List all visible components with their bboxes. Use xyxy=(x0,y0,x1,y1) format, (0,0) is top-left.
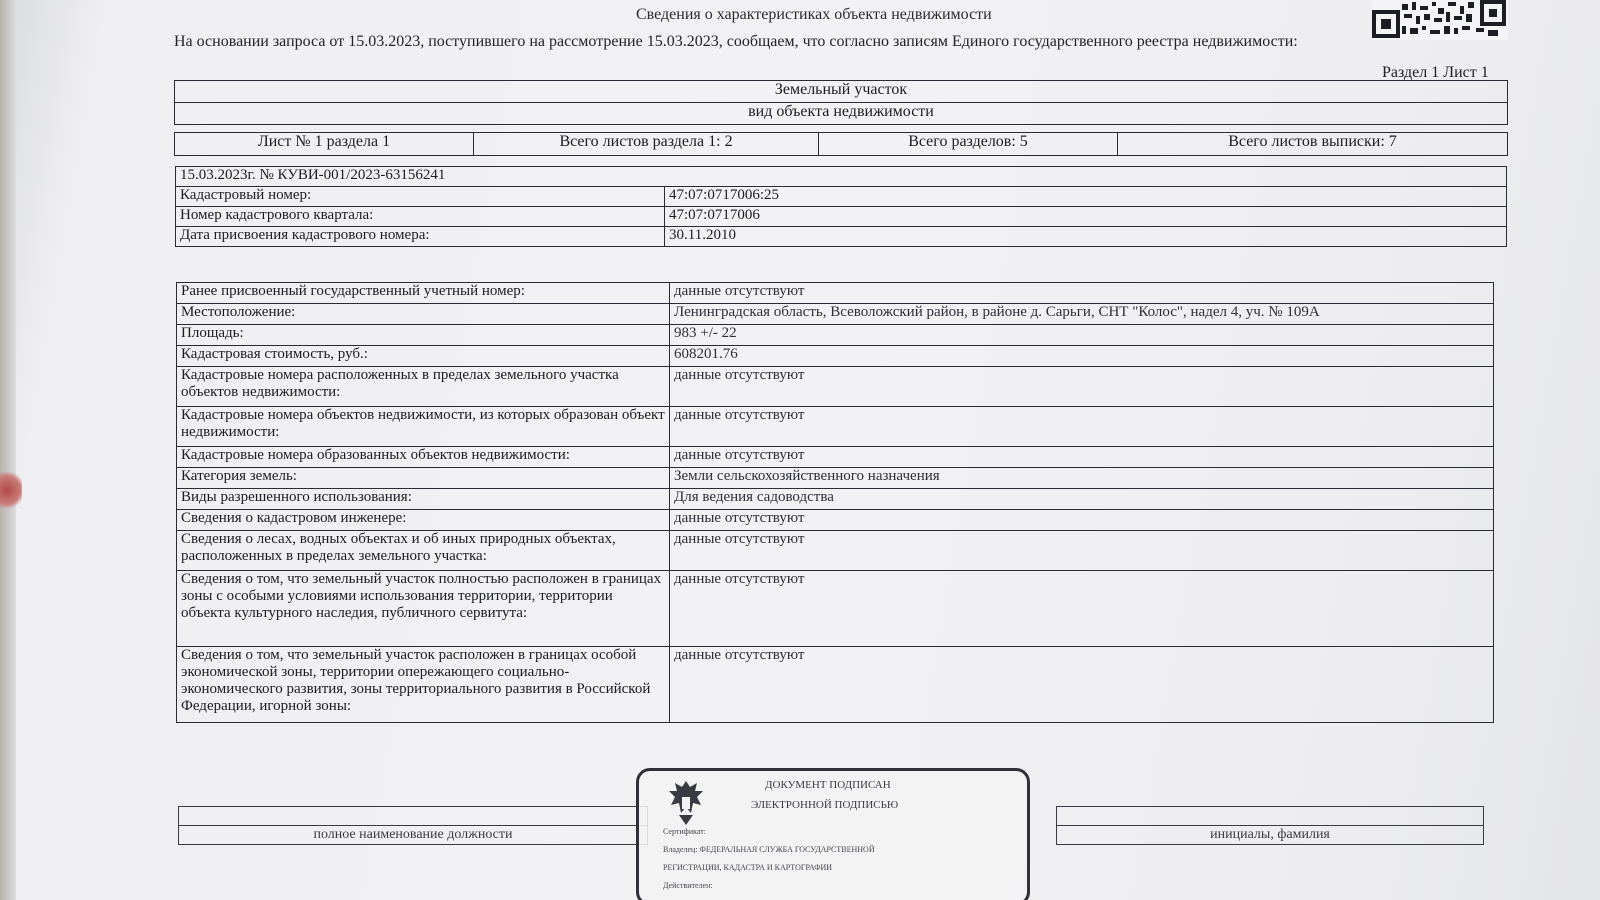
page-edge-shadow xyxy=(0,0,16,900)
sheets-total: Всего листов выписки: 7 xyxy=(1118,133,1508,156)
row-label: Кадастровые номера образованных объектов недвижимости: xyxy=(177,447,670,468)
table-row xyxy=(177,647,1494,723)
row-label: Номер кадастрового квартала: xyxy=(176,207,665,227)
sheets-in-section: Всего листов раздела 1: 2 xyxy=(474,133,819,156)
stamp-line: Действителен: xyxy=(663,881,713,890)
section-sheet-reference: Раздел 1 Лист 1 xyxy=(1382,64,1489,81)
cadastral-value: 608201.76 xyxy=(670,346,1494,367)
location-value: Ленинградская область, Всеволожский район, в районе д. Сарьги, СНТ "Колос", надел 4, уч. № 109А xyxy=(670,304,1494,325)
row-value: данные отсутствуют xyxy=(670,647,1494,723)
qr-code-icon xyxy=(1372,0,1508,40)
position-field xyxy=(179,807,648,826)
row-label: Виды разрешенного использования: xyxy=(177,489,670,510)
row-label: Кадастровые номера объектов недвижимости, из которых образован объект недвижимости: xyxy=(177,407,670,447)
details-table xyxy=(176,282,1494,723)
row-label: Кадастровый номер: xyxy=(176,187,665,207)
intro-text: На основании запроса от 15.03.2023, поступившего на рассмотрение 15.03.2023, сообщаем, что согласно записям Единого государственного реестра недвижимости: xyxy=(174,33,1298,50)
stamp-line: Владелец: ФЕДЕРАЛЬНАЯ СЛУЖБА ГОСУДАРСТВЕННОЙ xyxy=(663,845,875,854)
row-label: Площадь: xyxy=(177,325,670,346)
table-row xyxy=(177,468,1494,489)
row-label: Сведения о том, что земельный участок полностью расположен в границах зоны с особыми условиями использования территории, территории объекта культурного наследия, публичного сервитута: xyxy=(177,571,670,647)
table-row xyxy=(177,510,1494,531)
name-caption: инициалы, фамилия xyxy=(1057,826,1484,845)
object-type-header xyxy=(174,80,1508,125)
position-caption: полное наименование должности xyxy=(179,826,648,845)
stamp-line: ДОКУМЕНТ ПОДПИСАН xyxy=(765,779,891,791)
table-row xyxy=(176,207,1507,227)
stamp-line: Сертификат: xyxy=(663,827,706,836)
digital-signature-stamp xyxy=(636,768,1030,900)
table-row xyxy=(176,227,1507,247)
row-label: Ранее присвоенный государственный учетный номер: xyxy=(177,283,670,304)
document-title: Сведения о характеристиках объекта недвижимости xyxy=(636,6,992,23)
table-row xyxy=(177,447,1494,468)
name-field xyxy=(1057,807,1484,826)
row-value: данные отсутствуют xyxy=(670,510,1494,531)
row-value: данные отсутствуют xyxy=(670,447,1494,468)
cadastral-number: 47:07:0717006:25 xyxy=(665,187,1507,207)
cadastral-date: 30.11.2010 xyxy=(665,227,1507,247)
background-object xyxy=(0,470,22,510)
row-value: данные отсутствуют xyxy=(670,571,1494,647)
row-value: данные отсутствуют xyxy=(670,283,1494,304)
object-type-caption: вид объекта недвижимости xyxy=(175,103,1508,125)
sheet-info-table xyxy=(174,132,1508,156)
row-value: данные отсутствуют xyxy=(670,407,1494,447)
row-label: Кадастровые номера расположенных в пределах земельного участка объектов недвижимости: xyxy=(177,367,670,407)
object-type: Земельный участок xyxy=(175,81,1508,103)
stamp-line: РЕГИСТРАЦИИ, КАДАСТРА И КАРТОГРАФИИ xyxy=(663,863,833,872)
table-row xyxy=(177,407,1494,447)
table-row xyxy=(177,346,1494,367)
table-row xyxy=(177,571,1494,647)
area-value: 983 +/- 22 xyxy=(670,325,1494,346)
sections-total: Всего разделов: 5 xyxy=(819,133,1118,156)
table-row xyxy=(177,283,1494,304)
cadastre-table xyxy=(175,166,1507,247)
request-id: 15.03.2023г. № КУВИ-001/2023-63156241 xyxy=(176,167,1507,187)
table-row xyxy=(177,531,1494,571)
row-label: Сведения о лесах, водных объектах и об иных природных объектах, расположенных в пределах земельного участка: xyxy=(177,531,670,571)
table-row xyxy=(177,489,1494,510)
row-label: Сведения о кадастровом инженере: xyxy=(177,510,670,531)
row-label: Местоположение: xyxy=(177,304,670,325)
sheet-number: Лист № 1 раздела 1 xyxy=(175,133,474,156)
land-category-value: Земли сельскохозяйственного назначения xyxy=(670,468,1494,489)
row-label: Дата присвоения кадастрового номера: xyxy=(176,227,665,247)
table-row xyxy=(177,367,1494,407)
row-label: Категория земель: xyxy=(177,468,670,489)
cadastral-quarter: 47:07:0717006 xyxy=(665,207,1507,227)
row-label: Кадастровая стоимость, руб.: xyxy=(177,346,670,367)
table-row xyxy=(177,304,1494,325)
permitted-use-value: Для ведения садоводства xyxy=(670,489,1494,510)
table-row xyxy=(176,187,1507,207)
row-value: данные отсутствуют xyxy=(670,367,1494,407)
coat-of-arms-icon xyxy=(661,777,711,829)
row-label: Сведения о том, что земельный участок расположен в границах особой экономической зоны, территории опережающего социально-экономического развития, зоны территориального развития в Российской Федерации, игорной зоны: xyxy=(177,647,670,723)
table-row xyxy=(177,325,1494,346)
row-value: данные отсутствуют xyxy=(670,531,1494,571)
stamp-line: ЭЛЕКТРОННОЙ ПОДПИСЬЮ xyxy=(751,799,899,811)
